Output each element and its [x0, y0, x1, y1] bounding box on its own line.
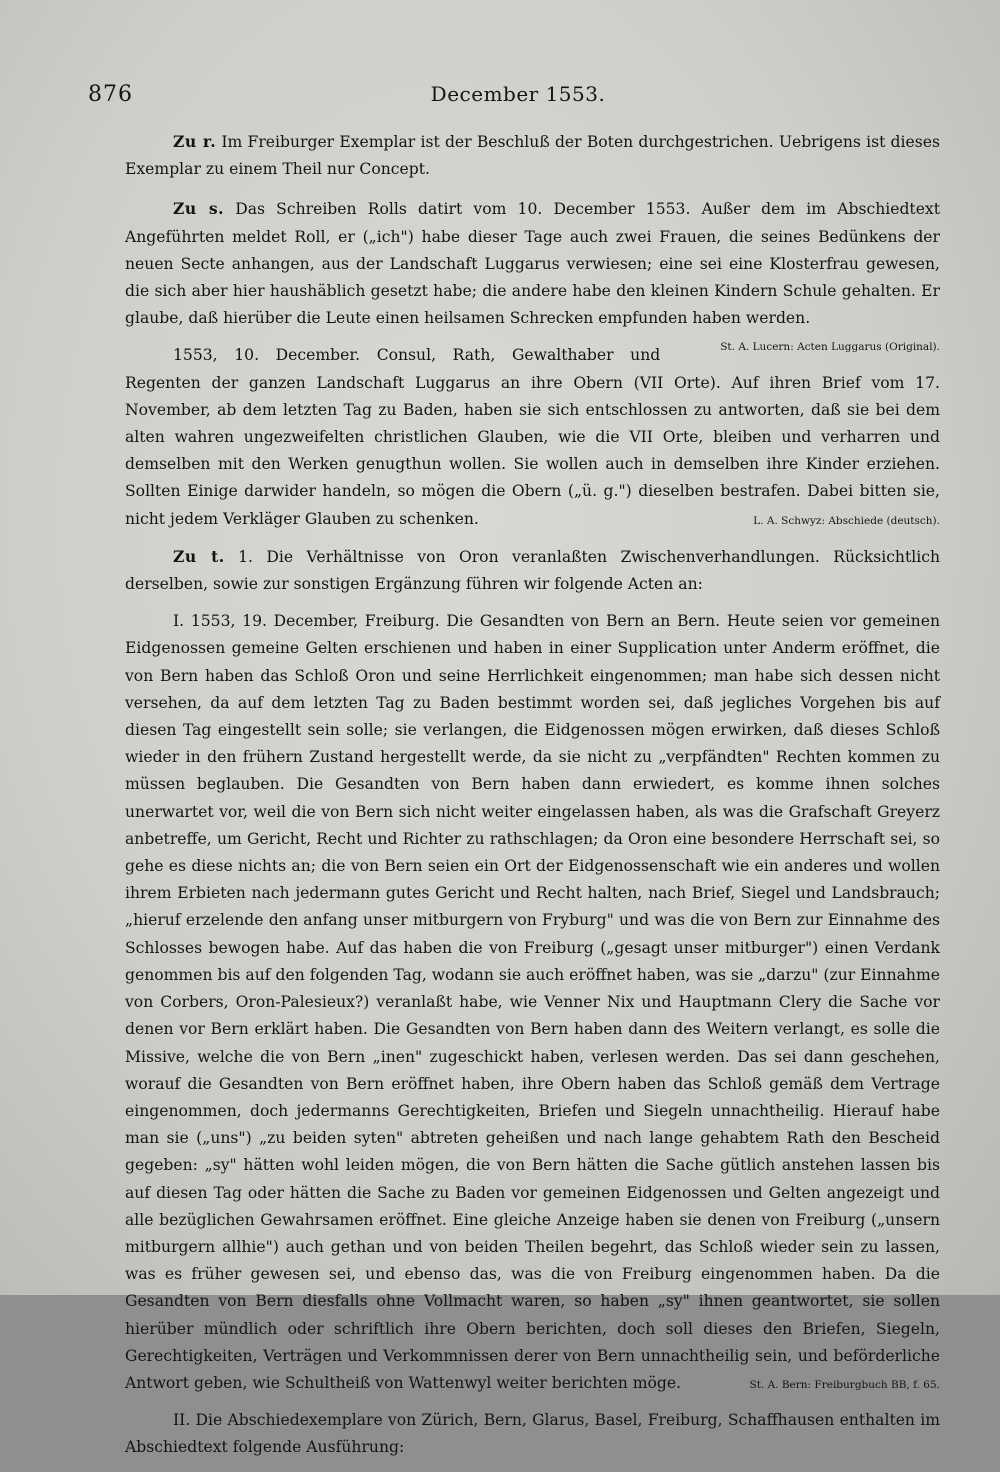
paragraph-text: 1553, 10. December. Consul, Rath, Gewalthaber und Regenten der ganzen Landschaft Luggarus an ihre Obern (VII Orte). Auf ihren Brief vom 17. November, ab dem letzten Tag zu Baden, haben sie sich entschlossen zu antworten, daß sie bei dem alten wahren ungezweifelten christlichen Glauben, wie die VII Orte, bleiben und verharren und demselben mit den Werken genugthun wollen. Sie wollen auch in demselben ihre Kinder erziehen. Sollten Einige darwider handeln, so mögen die Obern („ü. g.") dieselben bestrafen. Dabei bitten sie, nicht jedem Verkläger Glauben zu schenken.: [125, 346, 940, 528]
source-citation: L. A. Schwyz: Abschiede (deutsch).: [753, 514, 940, 527]
paragraph-text: Das Schreiben Rolls datirt vom 10. December 1553. Außer dem im Abschiedtext Angeführten meldet Roll, er („ich") habe dieser Tage auch zwei Frauen, die seines Bedünkens der neuen Secte anhangen, aus der Landschaft Luggarus verwiesen; eine sei eine Klosterfrau gewesen, die sich aber hier haushäblich gesetzt habe; die andere habe den kleinen Kindern Schule gehalten. Er glaube, daß hierüber die Leute einen heilsamen Schrecken empfunden haben werden.: [125, 200, 940, 328]
paragraph-zu-r: [125, 128, 940, 183]
paragraph-text: 1. Die Verhältnisse von Oron veranlaßten Zwischenverhandlungen. Rücksichtlich derselben, sowie zur sonstigen Ergänzung führen wir folgende Acten an:: [125, 547, 940, 594]
page-body: [125, 128, 940, 1472]
running-head: December 1553.: [430, 82, 606, 106]
source-citation: St. A. Bern: Freiburgbuch BB, f. 65.: [749, 1378, 940, 1391]
paragraph-text: I. 1553, 19. December, Freiburg. Die Gesandten von Bern an Bern. Heute seien vor gemeinen Eidgenossen gemeine Gelten erschienen und haben in einer Supplication unter Anderm eröffnet, die von Bern haben das Schloß Oron und seine Herrlichkeit eingenommen; man habe sich dessen nicht versehen, da auf dem letzten Tag zu Baden bestimmt worden sei, daß jegliches Vorgehen bis auf diesen Tag eingestellt sein solle; sie verlangen, die Eidgenossen mögen erwirken, daß dieses Schloß wieder in den frühern Zustand hergestellt werde, da sie nicht zu „verpfändten" Rechten kommen zu müssen beglauben. Die Gesandten von Bern haben dann erwiedert, es komme ihnen solches unerwartet vor, weil die von Bern sich nicht weiter eingelassen haben, als was die Grafschaft Greyerz anbetreffe, um Gericht, Recht und Richter zu rathschlagen; da Oron eine besondere Herrschaft sei, so gehe es diese nichts an; die von Bern seien ein Ort der Eidgenossenschaft wie ein anderes und wollen ihrem Erbieten nach jedermann gutes Gericht und Recht halten, nach Brief, Siegel und Landsbrauch; „hieruf erzelende den anfang unser mitburgern von Fryburg" und was die von Bern zur Einnahme des Schlosses bewogen habe. Auf das haben die von Freiburg („gesagt unser mitburger") einen Verdank genommen bis auf den folgenden Tag, wodann sie auch eröffnet haben, was sie „darzu" (zur Einnahme von Corbers, Oron-Palesieux?) veranlaßt habe, wie Venner Nix und Hauptmann Clery die Sache vor denen vor Bern erklärt haben. Die Gesandten von Bern haben dann des Weitern verlangt, es solle die Missive, welche die von Bern „inen" zugeschickt haben, verlesen werden. Das sei dann geschehen, worauf die Gesandten von Bern eröffnet haben, ihre Obern haben das Schloß gemäß dem Vertrage eingenommen, doch jedermanns Gerechtigkeiten, Briefen und Siegeln unnachtheilig. Hierauf habe man sie („uns") „zu beiden syten" abtreten geheißen und nach lange gehabtem Rath den Bescheid gegeben: „sy" hätten wohl leiden mögen, die von Bern hätten die Sache gütlich anstehen lassen bis auf diesen Tag oder hätten die Sache zu Baden vor gemeinen Eidgenossen und Gelten angezeigt und alle bezüglichen Gewahrsamen eröffnet. Eine gleiche Anzeige haben sie denen von Freiburg („unsern mitburgern allhie") auch gethan und von beiden Theilen begehrt, das Schloß wieder sein zu lassen, was es früher gewesen sei, und ebenso das, was die von Freiburg eingenommen haben. Da die Gesandten von Bern diesfalls ohne Vollmacht waren, so haben „sy" ihnen geantwortet, sie sollen hierüber mündlich oder schriftlich ihre Obern berichten, doch soll dieses den Briefen, Siegeln, Gerechtigkeiten, Verträgen und Verkommnissen derer von Bern unnachtheilig sein, und beförderliche Antwort geben, wie Schultheiß von Wattenwyl weiter berichten möge.: [125, 612, 940, 1392]
paragraph-text: II. Die Abschiedexemplare von Zürich, Bern, Glarus, Basel, Freiburg, Schaffhausen enthalten im Abschiedtext folgende Ausführung:: [125, 1411, 940, 1457]
paragraph-lead: Zu t.: [173, 546, 225, 566]
paragraph-1553-letter: [125, 342, 940, 532]
paragraph-lead: Zu r.: [173, 132, 217, 151]
paragraph-lead: Zu s.: [173, 199, 225, 219]
paragraph-section-i: [125, 608, 940, 1397]
paragraph-text: Im Freiburger Exemplar ist der Beschluß der Boten durchgestrichen. Uebrigens ist dieses Exemplar zu einem Theil nur Concept.: [125, 133, 940, 179]
page-header: [88, 82, 948, 116]
page-number: 876: [88, 82, 133, 107]
paragraph-zu-t: [125, 543, 940, 598]
paragraph-section-ii: [125, 1407, 940, 1461]
paragraph-zu-s: [125, 195, 940, 354]
source-citation: St. A. Lucern: Acten Luggarus (Original).: [720, 341, 940, 354]
